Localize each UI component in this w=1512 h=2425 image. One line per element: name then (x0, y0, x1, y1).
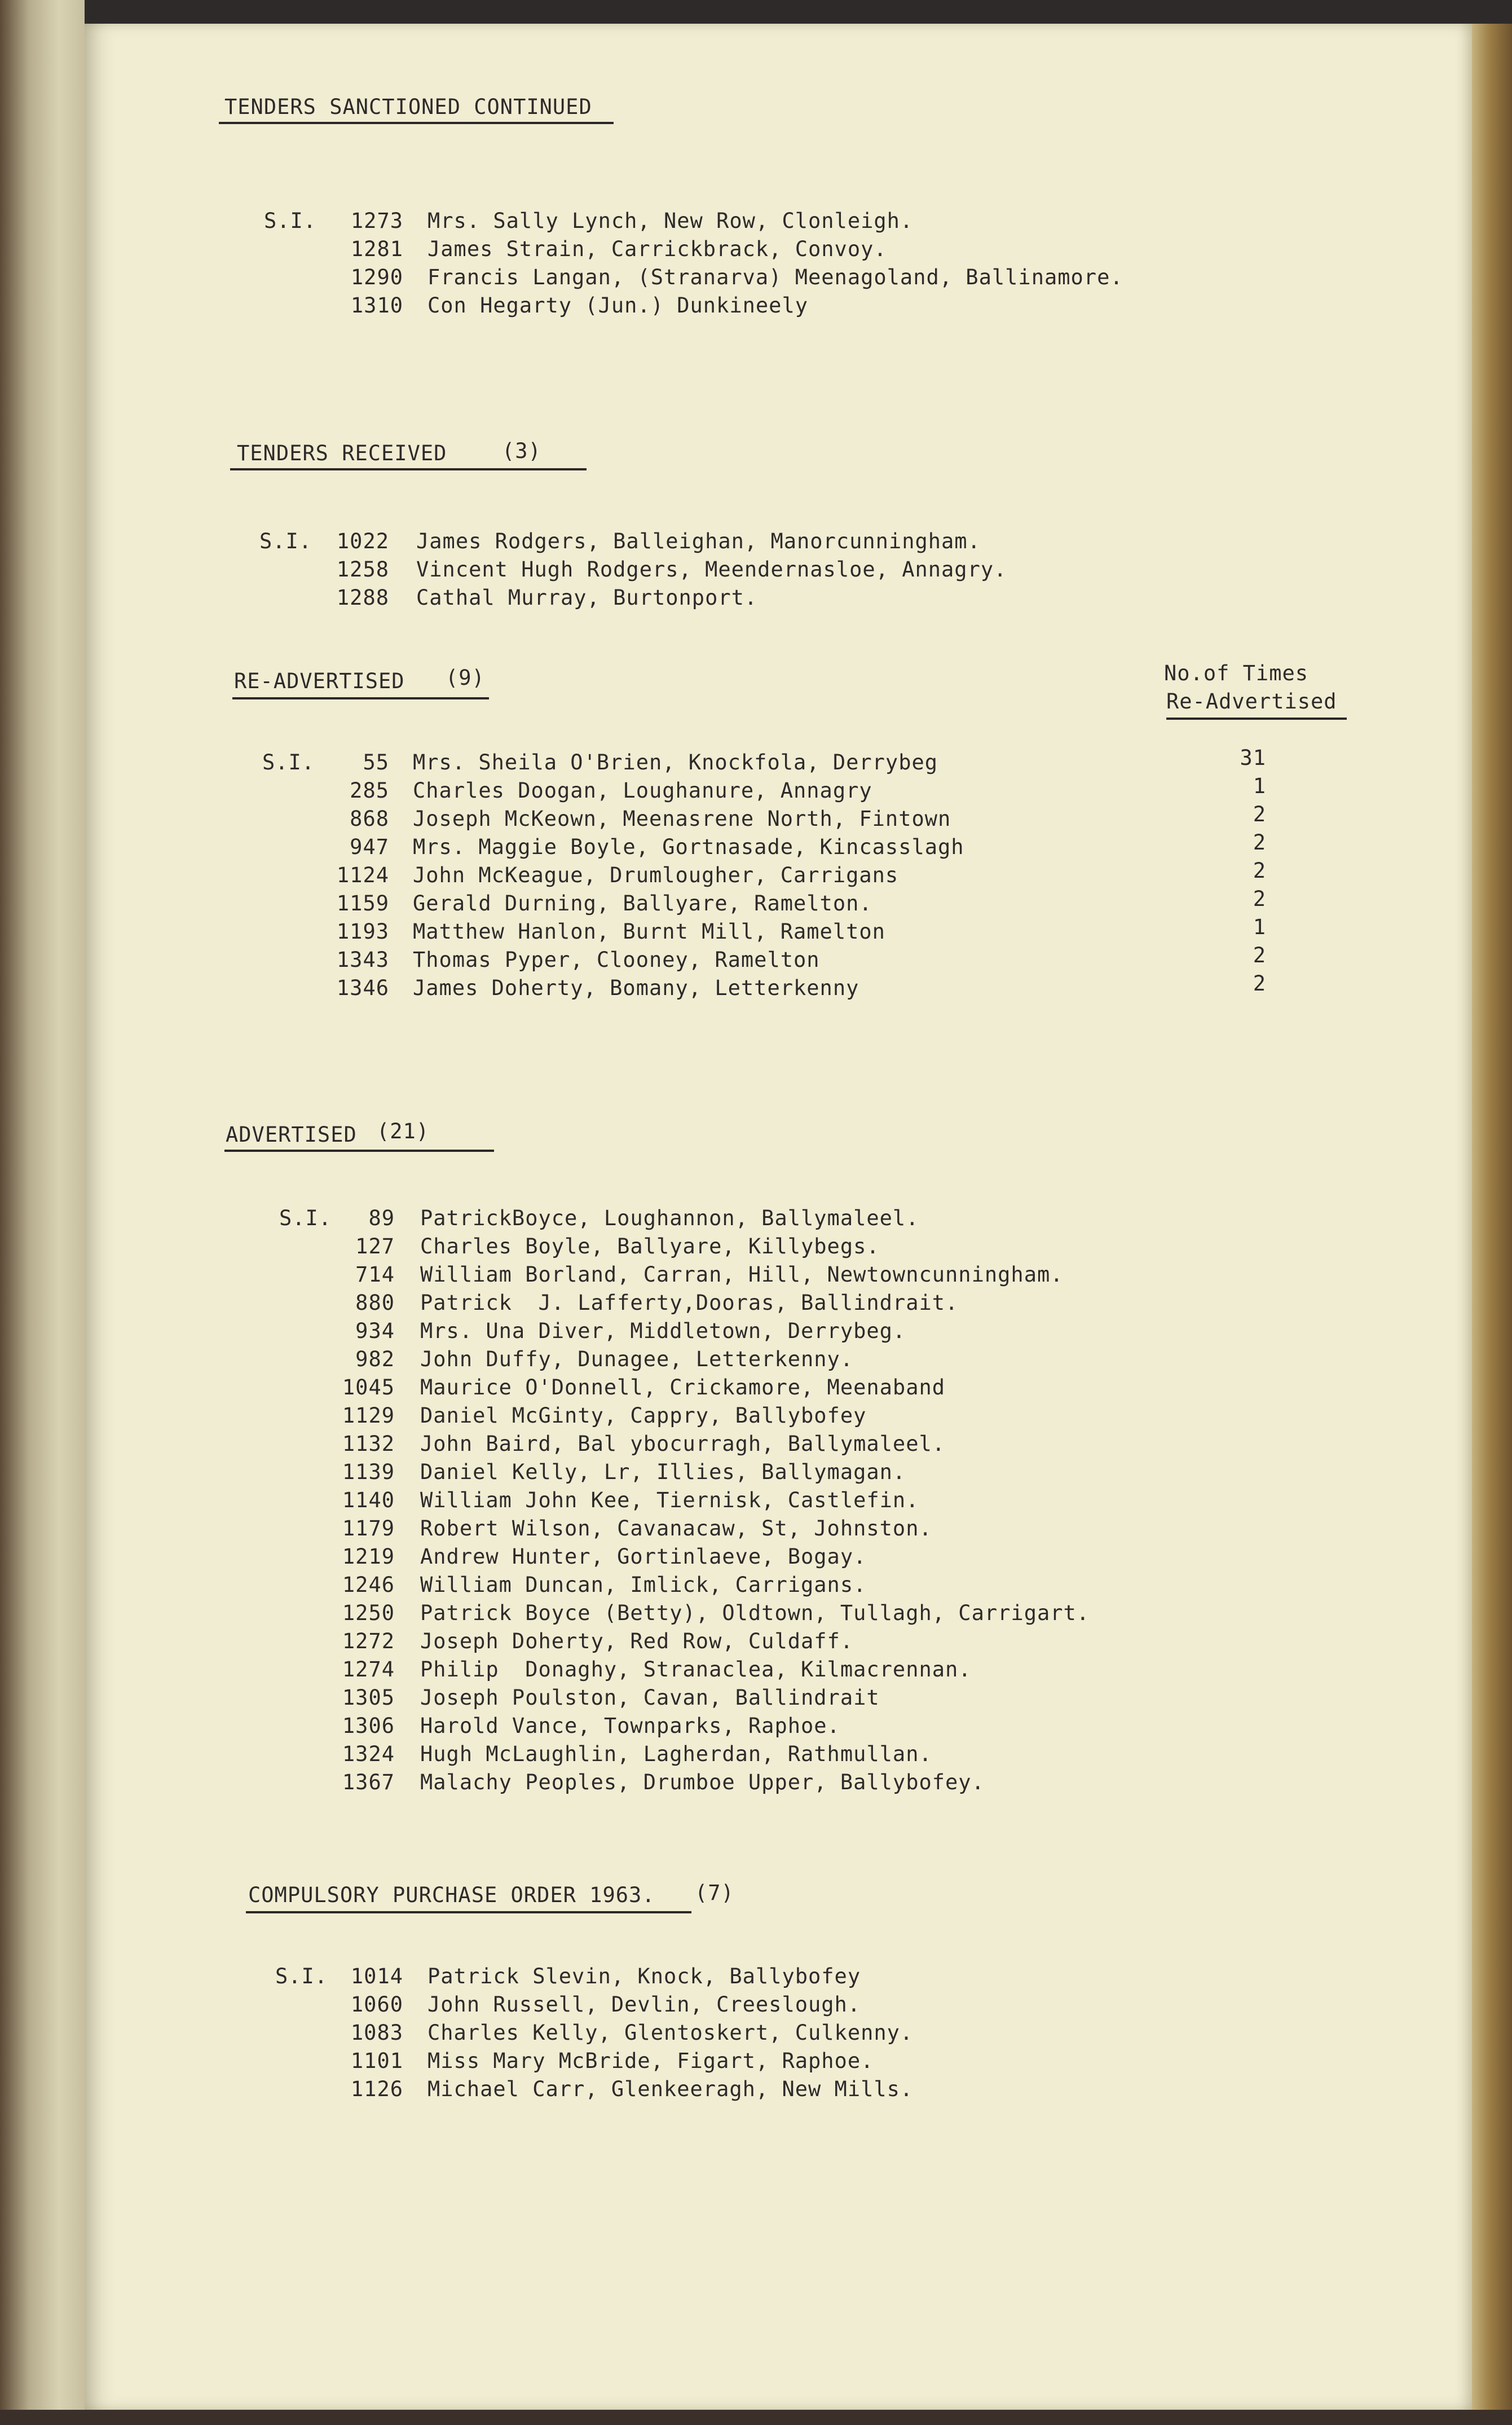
entry-text: William Duncan, Imlick, Carrigans. (420, 1573, 867, 1597)
si-number: 868 (350, 807, 389, 831)
entry-text: Joseph Doherty, Red Row, Culdaff. (420, 1629, 854, 1653)
times-readvertised: 2 (1253, 830, 1266, 855)
times-readvertised: 2 (1253, 859, 1266, 883)
si-number: 1140 (342, 1488, 395, 1512)
entry-text: Harold Vance, Townparks, Raphoe. (420, 1714, 840, 1738)
si-number: 982 (355, 1347, 395, 1371)
entry-text: Joseph McKeown, Meenasrene North, Fintown (413, 807, 951, 831)
si-number: 1045 (342, 1375, 395, 1399)
scan-bottom-edge (0, 2410, 1512, 2425)
entry-text: Michael Carr, Glenkeeragh, New Mills. (427, 2077, 914, 2101)
si-number: 1258 (336, 557, 389, 582)
si-number: 1272 (342, 1629, 395, 1653)
entry-text: John McKeague, Drumlougher, Carrigans (413, 863, 899, 887)
si-number: 1288 (336, 586, 389, 610)
entry-text: Mrs. Maggie Boyle, Gortnasade, Kincasslagh (413, 835, 964, 859)
entry-text: Patrick Boyce (Betty), Oldtown, Tullagh, Carrigart. (420, 1601, 1090, 1625)
si-number: 1306 (342, 1714, 395, 1738)
heading-re-advertised: RE-ADVERTISED (234, 669, 405, 693)
entry-text: Mrs. Sally Lynch, New Row, Clonleigh. (427, 209, 914, 233)
column-header-readvertised: Re-Advertised (1166, 689, 1337, 714)
si-number: 1250 (342, 1601, 395, 1625)
entry-text: Philip Donaghy, Stranaclea, Kilmacrennan. (420, 1657, 972, 1682)
si-number: 1132 (342, 1432, 395, 1456)
heading-count: (3) (502, 439, 541, 463)
heading-compulsory-purchase: COMPULSORY PURCHASE ORDER 1963. (248, 1883, 655, 1907)
times-readvertised: 2 (1253, 887, 1266, 911)
entry-text: Con Hegarty (Jun.) Dunkineely (427, 293, 809, 318)
heading-tenders-sanctioned: TENDERS SANCTIONED CONTINUED (224, 95, 592, 119)
si-prefix: S.I. (264, 209, 317, 233)
si-number: 1343 (336, 948, 389, 972)
entry-text: John Russell, Devlin, Creeslough. (427, 1992, 861, 2017)
times-readvertised: 31 (1240, 746, 1266, 770)
entry-text: Charles Boyle, Ballyare, Killybegs. (420, 1234, 880, 1258)
entry-text: Vincent Hugh Rodgers, Meendernasloe, Annagry. (416, 557, 1007, 582)
si-number: 1179 (342, 1516, 395, 1541)
entry-text: Joseph Poulston, Cavan, Ballindrait (420, 1685, 880, 1710)
entry-text: Miss Mary McBride, Figart, Raphoe. (427, 2049, 874, 2073)
scan-top-edge (0, 0, 1512, 24)
si-number: 1124 (336, 863, 389, 887)
si-number: 1310 (350, 293, 403, 318)
si-number: 947 (350, 835, 389, 859)
heading-underline (230, 468, 587, 470)
entry-text: Charles Doogan, Loughanure, Annagry (413, 778, 872, 803)
si-number: 1290 (350, 265, 403, 289)
si-number: 1101 (350, 2049, 403, 2073)
si-number: 1083 (350, 2021, 403, 2045)
si-number: 1324 (342, 1742, 395, 1766)
heading-count: (9) (446, 666, 485, 690)
entry-text: Francis Langan, (Stranarva) Meenagoland, Ballinamore. (427, 265, 1123, 289)
heading-underline (224, 1150, 494, 1152)
times-readvertised: 2 (1253, 802, 1266, 826)
entry-text: Andrew Hunter, Gortinlaeve, Bogay. (420, 1544, 867, 1569)
si-number: 55 (363, 750, 389, 774)
si-number: 1305 (342, 1685, 395, 1710)
entry-text: Malachy Peoples, Drumboe Upper, Ballybofey. (420, 1770, 985, 1794)
si-number: 1060 (350, 1992, 403, 2017)
si-number: 1022 (336, 529, 389, 553)
entry-text: Mrs. Sheila O'Brien, Knockfola, Derrybeg (413, 750, 938, 774)
entry-text: James Doherty, Bomany, Letterkenny (413, 976, 859, 1000)
entry-text: Maurice O'Donnell, Crickamore, Meenaband (420, 1375, 946, 1399)
entry-text: Patrick Slevin, Knock, Ballybofey (427, 1964, 861, 1988)
times-readvertised: 1 (1253, 915, 1266, 939)
si-number: 1246 (342, 1573, 395, 1597)
entry-text: Gerald Durning, Ballyare, Ramelton. (413, 891, 872, 916)
entry-text: Daniel McGinty, Cappry, Ballybofey (420, 1403, 867, 1428)
si-prefix: S.I. (259, 529, 312, 553)
si-number: 934 (355, 1319, 395, 1343)
column-header-times: No.of Times (1164, 661, 1309, 685)
times-readvertised: 1 (1253, 774, 1266, 798)
heading-underline (232, 697, 489, 699)
si-number: 880 (355, 1291, 395, 1315)
times-readvertised: 2 (1253, 943, 1266, 967)
si-number: 1139 (342, 1460, 395, 1484)
entry-text: Matthew Hanlon, Burnt Mill, Ramelton (413, 919, 885, 944)
si-number: 1273 (350, 209, 403, 233)
book-binding (0, 0, 85, 2425)
si-prefix: S.I. (279, 1206, 332, 1230)
page-edge (1472, 24, 1512, 2410)
entry-text: William Borland, Carran, Hill, Newtowncunningham. (420, 1262, 1064, 1287)
entry-text: Hugh McLaughlin, Lagherdan, Rathmullan. (420, 1742, 932, 1766)
entry-text: Charles Kelly, Glentoskert, Culkenny. (427, 2021, 914, 2045)
heading-tenders-received: TENDERS RECEIVED (237, 441, 447, 465)
heading-underline (219, 122, 614, 124)
si-number: 1159 (336, 891, 389, 916)
column-header-underline (1166, 718, 1347, 720)
entry-text: Cathal Murray, Burtonport. (416, 586, 758, 610)
heading-count: (7) (695, 1881, 734, 1905)
entry-text: John Duffy, Dunagee, Letterkenny. (420, 1347, 854, 1371)
si-number: 1281 (350, 237, 403, 261)
si-number: 285 (350, 778, 389, 803)
si-prefix: S.I. (262, 750, 315, 774)
heading-underline (246, 1911, 691, 1913)
si-prefix: S.I. (275, 1964, 328, 1988)
si-number: 1014 (350, 1964, 403, 1988)
si-number: 1193 (336, 919, 389, 944)
entry-text: James Rodgers, Balleighan, Manorcunningham. (416, 529, 981, 553)
si-number: 1126 (350, 2077, 403, 2101)
entry-text: Patrick J. Lafferty,Dooras, Ballindrait. (420, 1291, 959, 1315)
si-number: 1367 (342, 1770, 395, 1794)
entry-text: Robert Wilson, Cavanacaw, St, Johnston. (420, 1516, 932, 1541)
entry-text: Mrs. Una Diver, Middletown, Derrybeg. (420, 1319, 906, 1343)
entry-text: James Strain, Carrickbrack, Convoy. (427, 237, 887, 261)
times-readvertised: 2 (1253, 971, 1266, 996)
heading-count: (21) (377, 1119, 430, 1143)
entry-text: Daniel Kelly, Lr, Illies, Ballymagan. (420, 1460, 906, 1484)
si-number: 1274 (342, 1657, 395, 1682)
entry-text: John Baird, Bal ybocurragh, Ballymaleel. (420, 1432, 946, 1456)
si-number: 1129 (342, 1403, 395, 1428)
entry-text: William John Kee, Tiernisk, Castlefin. (420, 1488, 919, 1512)
si-number: 1346 (336, 976, 389, 1000)
si-number: 1219 (342, 1544, 395, 1569)
heading-advertised: ADVERTISED (226, 1123, 357, 1147)
si-number: 714 (355, 1262, 395, 1287)
entry-text: Thomas Pyper, Clooney, Ramelton (413, 948, 820, 972)
si-number: 89 (368, 1206, 395, 1230)
si-number: 127 (355, 1234, 395, 1258)
entry-text: PatrickBoyce, Loughannon, Ballymaleel. (420, 1206, 919, 1230)
